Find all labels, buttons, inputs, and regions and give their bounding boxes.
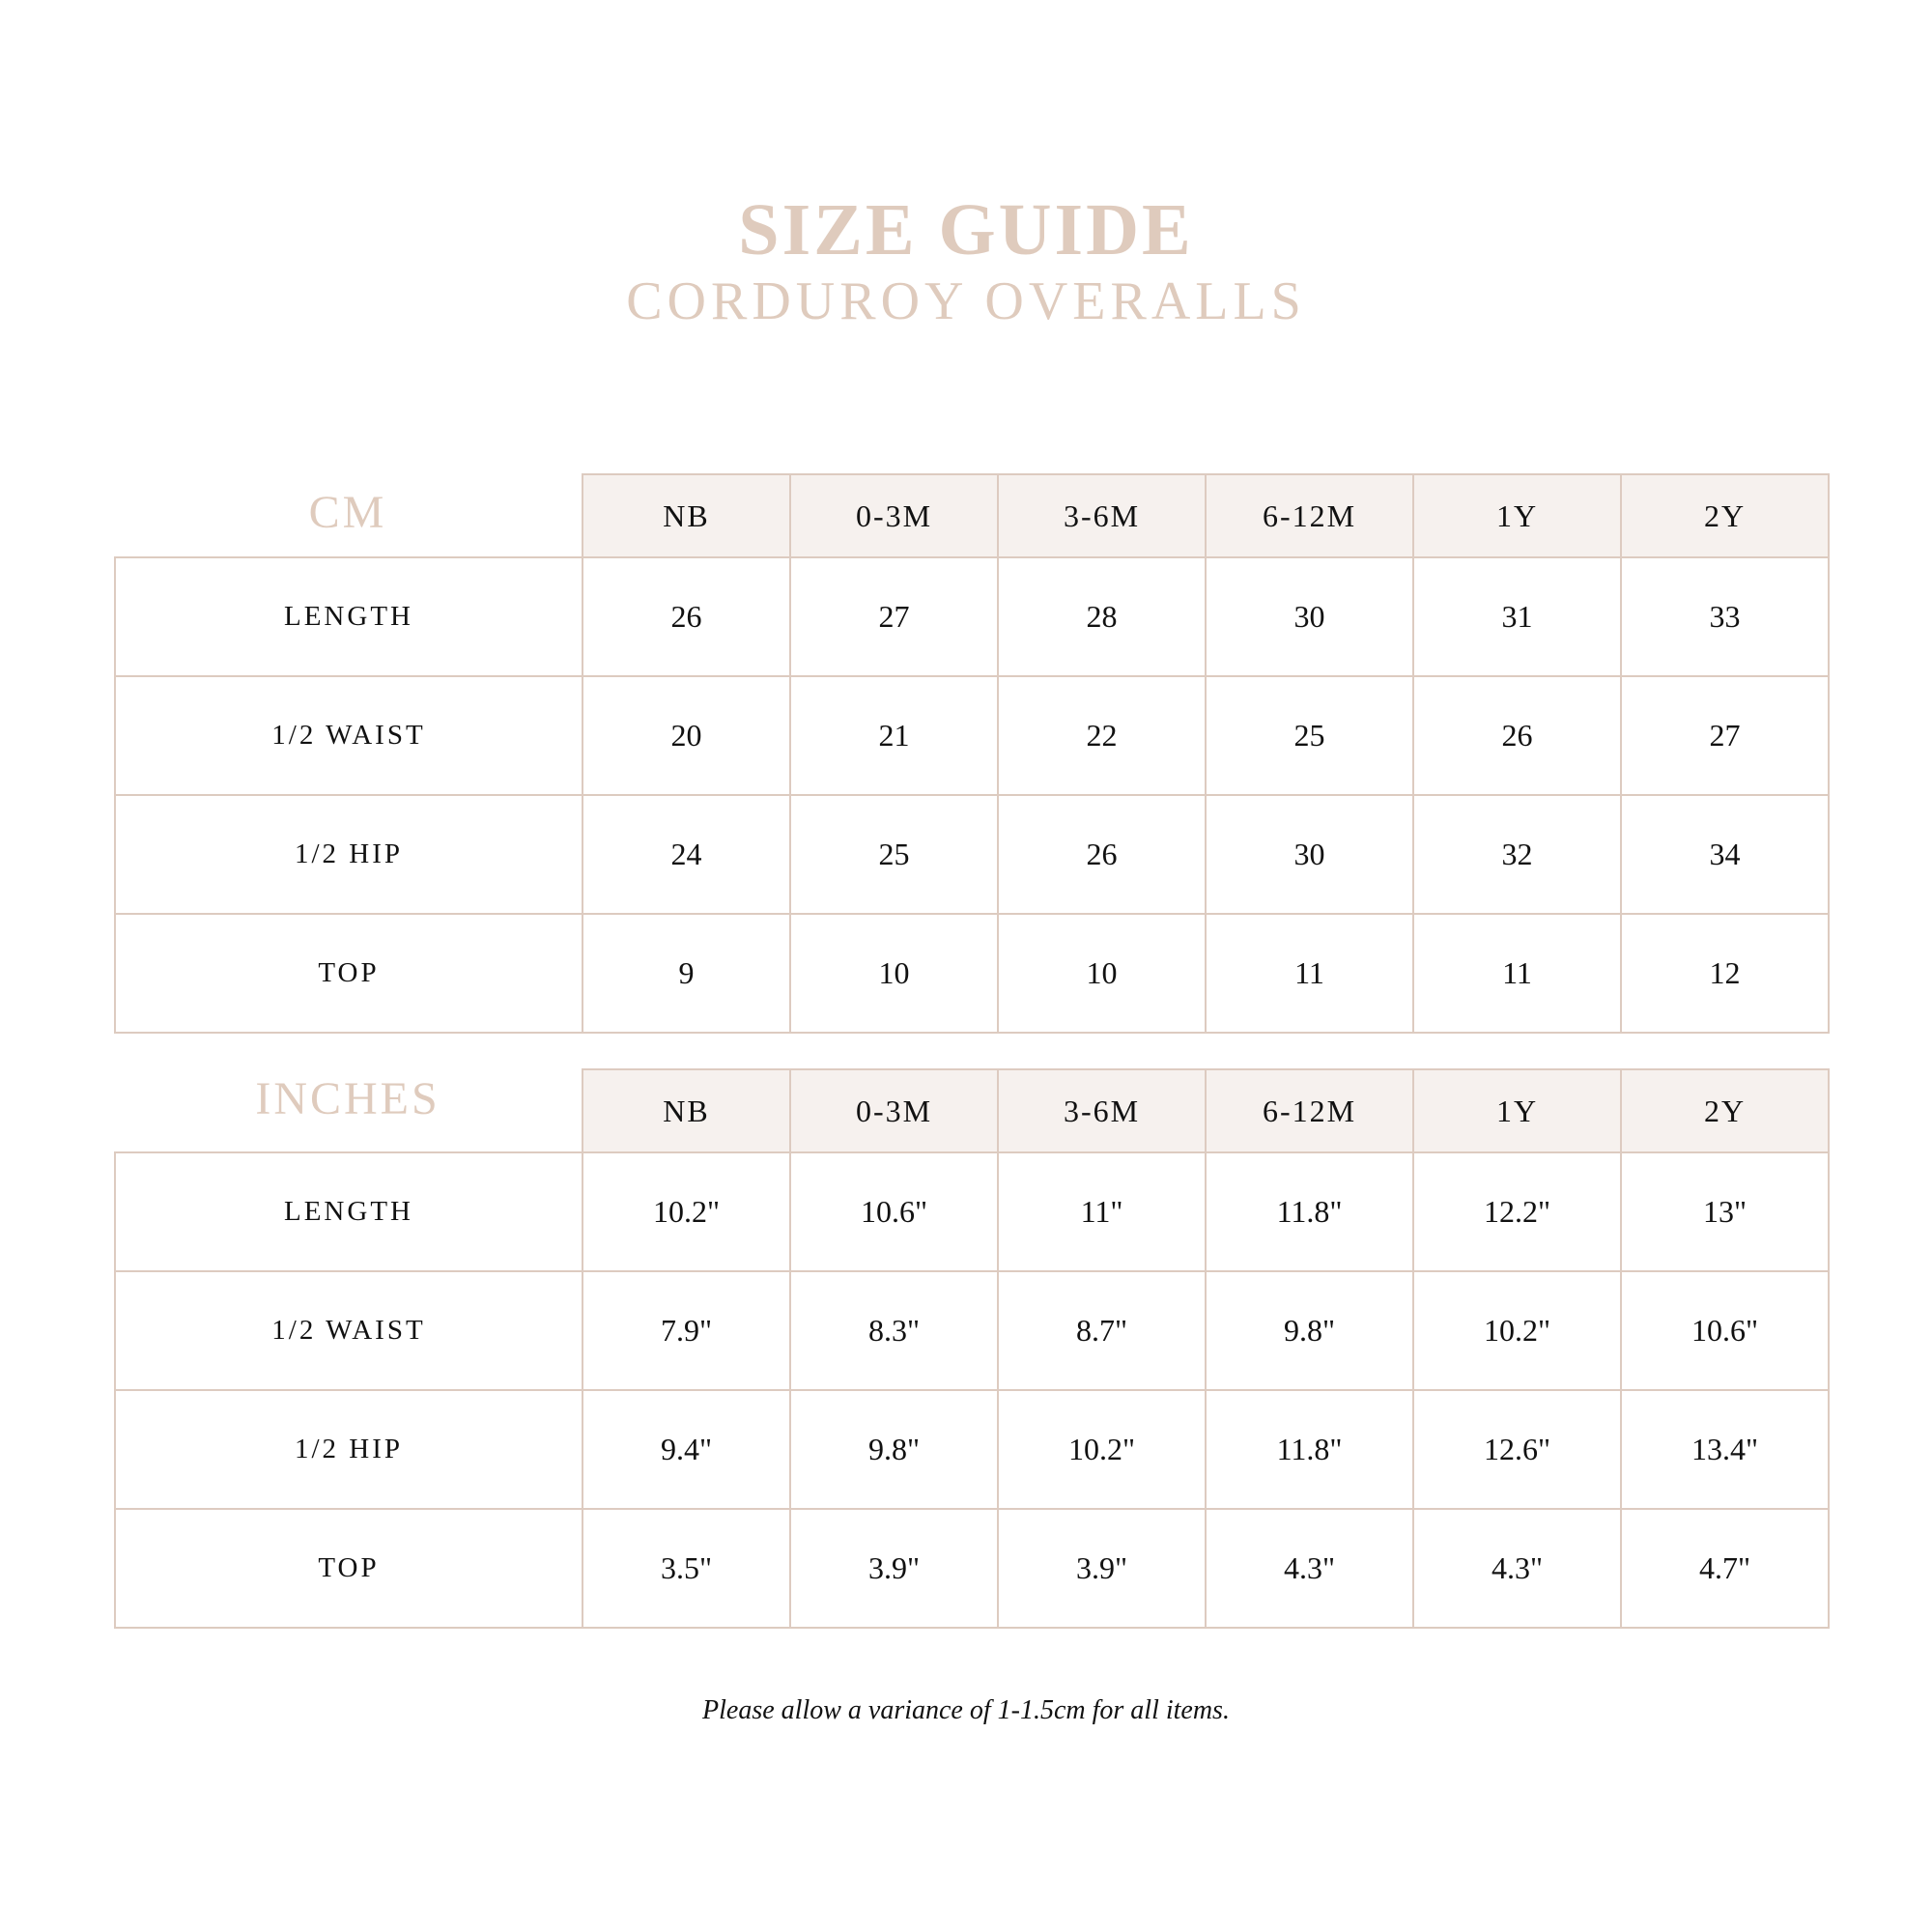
inches-cell: 8.3" bbox=[790, 1271, 998, 1390]
cm-size-header-0-3m: 0-3M bbox=[790, 474, 998, 557]
cm-cell: 26 bbox=[998, 795, 1206, 914]
cm-cell: 30 bbox=[1206, 795, 1413, 914]
cm-cell: 34 bbox=[1621, 795, 1829, 914]
cm-row-label-top: TOP bbox=[115, 914, 582, 1033]
inches-cell: 4.7" bbox=[1621, 1509, 1829, 1628]
inches-cell: 3.5" bbox=[582, 1509, 790, 1628]
cm-size-header-6-12m: 6-12M bbox=[1206, 474, 1413, 557]
inches-cell: 9.8" bbox=[1206, 1271, 1413, 1390]
inches-cell: 10.2" bbox=[582, 1152, 790, 1271]
cm-corner-cell bbox=[115, 474, 582, 557]
cm-cell: 26 bbox=[1413, 676, 1621, 795]
inches-cell: 9.8" bbox=[790, 1390, 998, 1509]
inches-cell: 3.9" bbox=[790, 1509, 998, 1628]
table-row bbox=[115, 795, 1829, 914]
inches-cell: 12.2" bbox=[1413, 1152, 1621, 1271]
table-row bbox=[115, 557, 1829, 676]
inches-row-label-hip: 1/2 HIP bbox=[115, 1390, 582, 1509]
table-row bbox=[115, 1390, 1829, 1509]
table-row bbox=[115, 1152, 1829, 1271]
inches-size-header-nb: NB bbox=[582, 1069, 790, 1152]
inches-row-label-waist: 1/2 WAIST bbox=[115, 1271, 582, 1390]
inches-corner-cell bbox=[115, 1069, 582, 1152]
inches-cell: 10.2" bbox=[998, 1390, 1206, 1509]
cm-cell: 20 bbox=[582, 676, 790, 795]
cm-header-row bbox=[115, 474, 1829, 557]
cm-cell: 30 bbox=[1206, 557, 1413, 676]
inches-cell: 4.3" bbox=[1413, 1509, 1621, 1628]
cm-row-label-waist: 1/2 WAIST bbox=[115, 676, 582, 795]
cm-cell: 9 bbox=[582, 914, 790, 1033]
inches-row-label-top: TOP bbox=[115, 1509, 582, 1628]
cm-cell: 31 bbox=[1413, 557, 1621, 676]
inches-header-row bbox=[115, 1069, 1829, 1152]
cm-cell: 24 bbox=[582, 795, 790, 914]
cm-cell: 33 bbox=[1621, 557, 1829, 676]
inches-cell: 8.7" bbox=[998, 1271, 1206, 1390]
cm-cell: 21 bbox=[790, 676, 998, 795]
inches-cell: 9.4" bbox=[582, 1390, 790, 1509]
cm-cell: 12 bbox=[1621, 914, 1829, 1033]
page-subtitle: CORDUROY OVERALLS bbox=[626, 271, 1306, 331]
inches-size-header-1y: 1Y bbox=[1413, 1069, 1621, 1152]
cm-size-header-2y: 2Y bbox=[1621, 474, 1829, 557]
inches-cell: 11.8" bbox=[1206, 1390, 1413, 1509]
cm-cell: 11 bbox=[1413, 914, 1621, 1033]
cm-cell: 25 bbox=[1206, 676, 1413, 795]
inches-cell: 3.9" bbox=[998, 1509, 1206, 1628]
cm-cell: 25 bbox=[790, 795, 998, 914]
cm-row-label-hip: 1/2 HIP bbox=[115, 795, 582, 914]
inches-size-header-2y: 2Y bbox=[1621, 1069, 1829, 1152]
inches-size-header-3-6m: 3-6M bbox=[998, 1069, 1206, 1152]
inches-size-table bbox=[114, 1068, 1830, 1629]
inches-cell: 10.6" bbox=[790, 1152, 998, 1271]
inches-row-label-length: LENGTH bbox=[115, 1152, 582, 1271]
inches-unit-label: INCHES bbox=[255, 1073, 440, 1124]
cm-size-header-nb: NB bbox=[582, 474, 790, 557]
inches-cell: 12.6" bbox=[1413, 1390, 1621, 1509]
inches-cell: 11.8" bbox=[1206, 1152, 1413, 1271]
cm-cell: 11 bbox=[1206, 914, 1413, 1033]
inches-cell: 10.6" bbox=[1621, 1271, 1829, 1390]
inches-cell: 11" bbox=[998, 1152, 1206, 1271]
inches-size-header-0-3m: 0-3M bbox=[790, 1069, 998, 1152]
inches-cell: 13" bbox=[1621, 1152, 1829, 1271]
cm-size-header-1y: 1Y bbox=[1413, 474, 1621, 557]
inches-cell: 4.3" bbox=[1206, 1509, 1413, 1628]
inches-size-header-6-12m: 6-12M bbox=[1206, 1069, 1413, 1152]
cm-cell: 22 bbox=[998, 676, 1206, 795]
cm-cell: 28 bbox=[998, 557, 1206, 676]
table-row bbox=[115, 676, 1829, 795]
variance-footnote: Please allow a variance of 1-1.5cm for all items. bbox=[702, 1695, 1230, 1725]
table-row bbox=[115, 1509, 1829, 1628]
cm-cell: 26 bbox=[582, 557, 790, 676]
inches-cell: 13.4" bbox=[1621, 1390, 1829, 1509]
cm-cell: 27 bbox=[1621, 676, 1829, 795]
cm-unit-label: CM bbox=[308, 487, 387, 538]
cm-size-header-3-6m: 3-6M bbox=[998, 474, 1206, 557]
cm-size-table bbox=[114, 473, 1830, 1034]
cm-row-label-length: LENGTH bbox=[115, 557, 582, 676]
table-row bbox=[115, 914, 1829, 1033]
cm-cell: 32 bbox=[1413, 795, 1621, 914]
page-title: SIZE GUIDE bbox=[738, 189, 1194, 270]
inches-cell: 10.2" bbox=[1413, 1271, 1621, 1390]
cm-cell: 10 bbox=[790, 914, 998, 1033]
cm-cell: 10 bbox=[998, 914, 1206, 1033]
inches-cell: 7.9" bbox=[582, 1271, 790, 1390]
cm-cell: 27 bbox=[790, 557, 998, 676]
table-row bbox=[115, 1271, 1829, 1390]
